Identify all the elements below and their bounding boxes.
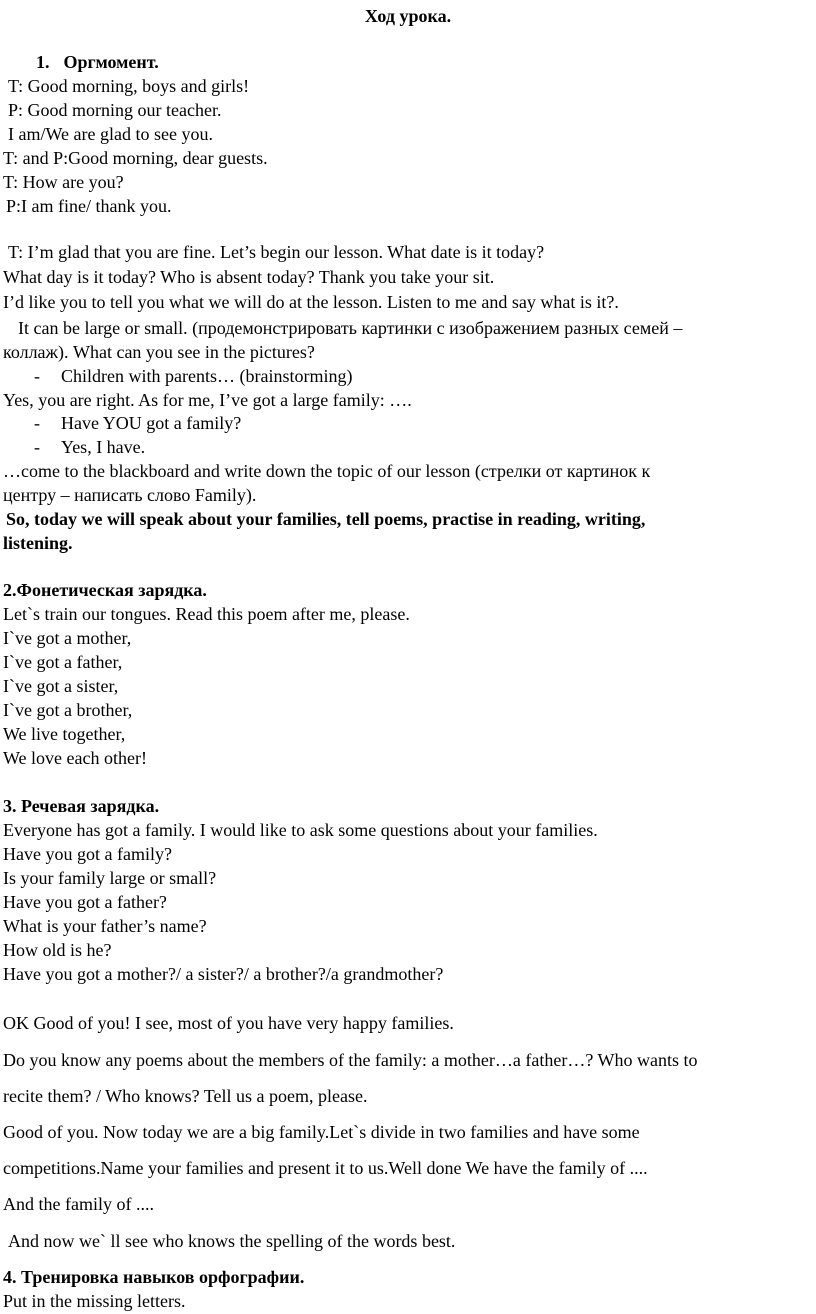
list-item: [34, 437, 145, 457]
list-item-text: Children with parents… (brainstorming): [61, 366, 353, 386]
instruction-line: Put in the missing letters.: [3, 1291, 186, 1311]
question-line: How old is he?: [3, 940, 112, 960]
dialogue-line: P: Good morning our teacher.: [8, 100, 222, 120]
summary-line: So, today we will speak about your families, tell poems, practise in reading, writing,: [6, 509, 646, 529]
list-item-text: Yes, I have.: [61, 437, 146, 457]
dialogue-line: T: How are you?: [3, 172, 124, 192]
dialogue-line: T: Good morning, boys and girls!: [8, 76, 250, 96]
dialogue-line: P:I am fine/ thank you.: [6, 196, 172, 216]
dialogue-line: I am/We are glad to see you.: [8, 124, 213, 144]
paragraph-line: recite them? / Who knows? Tell us a poem, please.: [3, 1086, 368, 1106]
section3-heading: 3. Речевая зарядка.: [3, 796, 160, 816]
poem-line: Let`s train our tongues. Read this poem after me, please.: [3, 604, 410, 624]
list-marker: -: [34, 413, 40, 433]
list-marker: -: [34, 366, 40, 386]
paragraph-line: Yes, you are right. As for me, I’ve got a large family: ….: [3, 390, 412, 410]
question-line: Have you got a family?: [3, 844, 172, 864]
paragraph-line: …come to the blackboard and write down the topic of our lesson (стрелки от картинок к: [3, 461, 651, 481]
list-item: [34, 413, 241, 433]
section1-heading: [36, 52, 159, 72]
document-title: Ход урока.: [364, 6, 452, 26]
paragraph-line: competitions.Name your families and present it to us.Well done We have the family of ....: [3, 1158, 648, 1178]
list-item: [34, 366, 352, 386]
section4-heading: 4. Тренировка навыков орфографии.: [3, 1267, 305, 1287]
poem-line: I`ve got a brother,: [3, 700, 133, 720]
paragraph-line: OK Good of you! I see, most of you have very happy families.: [3, 1013, 454, 1033]
paragraph-line: And the family of ....: [3, 1194, 154, 1214]
poem-line: We love each other!: [3, 748, 147, 768]
section1-heading-text: Оргмомент.: [63, 52, 159, 72]
paragraph-line: Do you know any poems about the members of the family: a mother…a father…? Who wants to: [3, 1050, 698, 1070]
poem-line: I`ve got a sister,: [3, 676, 119, 696]
section2-heading: 2.Фонетическая зарядка.: [3, 580, 207, 600]
poem-line: I`ve got a father,: [3, 652, 123, 672]
intro-line: T: I’m glad that you are fine. Let’s begin our lesson. What date is it today?: [8, 242, 545, 262]
question-line: Have you got a father?: [3, 892, 167, 912]
intro-line: What day is it today? Who is absent today? Thank you take your sit.: [3, 267, 495, 287]
dialogue-line: T: and P:Good morning, dear guests.: [3, 148, 268, 168]
question-line: Have you got a mother?/ a sister?/ a brother?/a grandmother?: [3, 964, 444, 984]
question-line: What is your father’s name?: [3, 916, 207, 936]
question-line: Everyone has got a family. I would like to ask some questions about your families.: [3, 820, 598, 840]
section1-heading-number: 1.: [36, 52, 50, 72]
poem-line: We live together,: [3, 724, 126, 744]
poem-line: I`ve got a mother,: [3, 628, 132, 648]
paragraph-line: Good of you. Now today we are a big family.Let`s divide in two families and have some: [3, 1122, 640, 1142]
paragraph-line: центру – написать слово Family).: [3, 485, 257, 505]
paragraph-line: And now we` ll see who knows the spelling of the words best.: [8, 1231, 456, 1251]
intro-line: коллаж). What can you see in the pictures?: [3, 342, 315, 362]
intro-line: It can be large or small. (продемонстрировать картинки с изображением разных семей –: [18, 318, 683, 338]
intro-line: I’d like you to tell you what we will do at the lesson. Listen to me and say what is it?.: [3, 292, 619, 312]
list-item-text: Have YOU got a family?: [61, 413, 242, 433]
list-marker: -: [34, 437, 40, 457]
question-line: Is your family large or small?: [3, 868, 217, 888]
summary-line: listening.: [3, 533, 73, 553]
